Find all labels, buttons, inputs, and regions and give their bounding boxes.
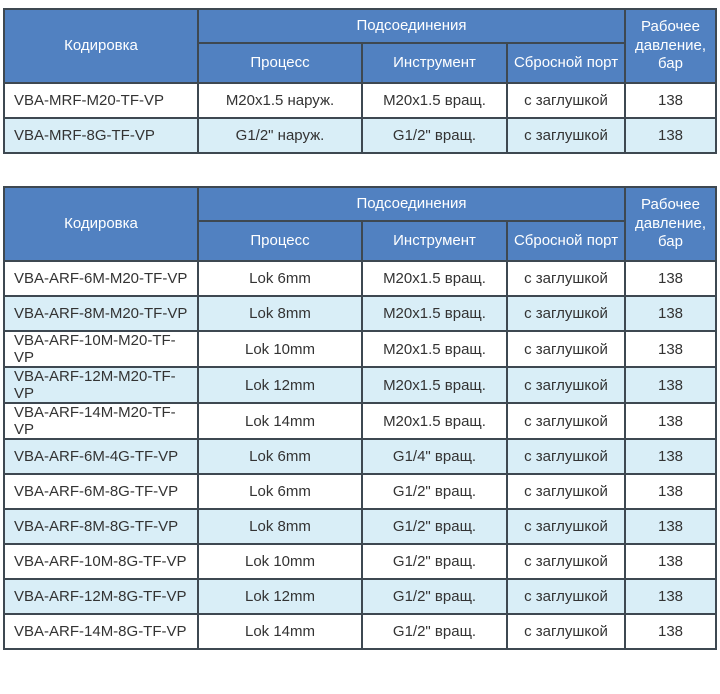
code-cell: VBA-ARF-14M-M20-TF-VP <box>4 403 198 439</box>
code-cell: VBA-ARF-8M-8G-TF-VP <box>4 509 198 544</box>
instrument-cell: G1/2" вращ. <box>362 579 507 614</box>
column-header-working-pressure: Рабочее давление, бар <box>625 9 716 83</box>
process-cell: G1/2" наруж. <box>198 118 362 153</box>
pressure-cell: 138 <box>625 331 716 367</box>
instrument-cell: G1/2" вращ. <box>362 118 507 153</box>
table-row <box>4 367 716 403</box>
relief-port-cell: с заглушкой <box>507 439 625 474</box>
column-header-process: Процесс <box>198 221 362 261</box>
column-header-instrument: Инструмент <box>362 43 507 83</box>
mrf-spec-table <box>3 8 717 154</box>
process-cell: Lok 8mm <box>198 296 362 331</box>
table-row <box>4 579 716 614</box>
relief-port-cell: с заглушкой <box>507 367 625 403</box>
instrument-cell: M20x1.5 вращ. <box>362 367 507 403</box>
relief-port-cell: с заглушкой <box>507 261 625 296</box>
pressure-cell: 138 <box>625 261 716 296</box>
instrument-cell: M20x1.5 вращ. <box>362 83 507 118</box>
instrument-cell: M20x1.5 вращ. <box>362 261 507 296</box>
pressure-cell: 138 <box>625 614 716 649</box>
pressure-cell: 138 <box>625 544 716 579</box>
code-cell: VBA-ARF-12M-M20-TF-VP <box>4 367 198 403</box>
process-cell: Lok 10mm <box>198 544 362 579</box>
code-cell: VBA-ARF-6M-4G-TF-VP <box>4 439 198 474</box>
relief-port-cell: с заглушкой <box>507 544 625 579</box>
pressure-cell: 138 <box>625 579 716 614</box>
relief-port-cell: с заглушкой <box>507 118 625 153</box>
relief-port-cell: с заглушкой <box>507 614 625 649</box>
code-cell: VBA-MRF-8G-TF-VP <box>4 118 198 153</box>
table-row <box>4 439 716 474</box>
code-cell: VBA-ARF-12M-8G-TF-VP <box>4 579 198 614</box>
column-header-relief-port: Сбросной порт <box>507 43 625 83</box>
relief-port-cell: с заглушкой <box>507 509 625 544</box>
column-header-instrument: Инструмент <box>362 221 507 261</box>
relief-port-cell: с заглушкой <box>507 474 625 509</box>
relief-port-cell: с заглушкой <box>507 296 625 331</box>
table-row <box>4 331 716 367</box>
process-cell: Lok 12mm <box>198 579 362 614</box>
pressure-cell: 138 <box>625 474 716 509</box>
instrument-cell: M20x1.5 вращ. <box>362 296 507 331</box>
instrument-cell: G1/2" вращ. <box>362 474 507 509</box>
table-row <box>4 118 716 153</box>
code-cell: VBA-ARF-8M-M20-TF-VP <box>4 296 198 331</box>
column-header-working-pressure: Рабочее давление, бар <box>625 187 716 261</box>
table-row <box>4 83 716 118</box>
relief-port-cell: с заглушкой <box>507 403 625 439</box>
relief-port-cell: с заглушкой <box>507 83 625 118</box>
pressure-cell: 138 <box>625 367 716 403</box>
pressure-cell: 138 <box>625 118 716 153</box>
table-row <box>4 544 716 579</box>
relief-port-cell: с заглушкой <box>507 331 625 367</box>
code-cell: VBA-ARF-10M-M20-TF-VP <box>4 331 198 367</box>
code-cell: VBA-ARF-14M-8G-TF-VP <box>4 614 198 649</box>
table-row <box>4 296 716 331</box>
pressure-cell: 138 <box>625 439 716 474</box>
instrument-cell: M20x1.5 вращ. <box>362 331 507 367</box>
process-cell: M20x1.5 наруж. <box>198 83 362 118</box>
relief-port-cell: с заглушкой <box>507 579 625 614</box>
column-header-coding: Кодировка <box>4 187 198 261</box>
pressure-cell: 138 <box>625 83 716 118</box>
instrument-cell: G1/2" вращ. <box>362 544 507 579</box>
instrument-cell: M20x1.5 вращ. <box>362 403 507 439</box>
table-row <box>4 403 716 439</box>
column-header-coding: Кодировка <box>4 9 198 83</box>
code-cell: VBA-MRF-M20-TF-VP <box>4 83 198 118</box>
column-header-relief-port: Сбросной порт <box>507 221 625 261</box>
instrument-cell: G1/2" вращ. <box>362 509 507 544</box>
code-cell: VBA-ARF-6M-8G-TF-VP <box>4 474 198 509</box>
code-cell: VBA-ARF-10M-8G-TF-VP <box>4 544 198 579</box>
table-row <box>4 261 716 296</box>
process-cell: Lok 6mm <box>198 474 362 509</box>
process-cell: Lok 6mm <box>198 439 362 474</box>
header-group-row <box>4 9 716 43</box>
pressure-cell: 138 <box>625 509 716 544</box>
process-cell: Lok 8mm <box>198 509 362 544</box>
arf-spec-table <box>3 186 717 650</box>
column-group-connections: Подсоединения <box>198 9 625 43</box>
header-group-row <box>4 187 716 221</box>
instrument-cell: G1/4" вращ. <box>362 439 507 474</box>
column-group-connections: Подсоединения <box>198 187 625 221</box>
code-cell: VBA-ARF-6M-M20-TF-VP <box>4 261 198 296</box>
process-cell: Lok 14mm <box>198 403 362 439</box>
process-cell: Lok 10mm <box>198 331 362 367</box>
column-header-process: Процесс <box>198 43 362 83</box>
pressure-cell: 138 <box>625 403 716 439</box>
table-row <box>4 474 716 509</box>
process-cell: Lok 12mm <box>198 367 362 403</box>
instrument-cell: G1/2" вращ. <box>362 614 507 649</box>
pressure-cell: 138 <box>625 296 716 331</box>
process-cell: Lok 14mm <box>198 614 362 649</box>
process-cell: Lok 6mm <box>198 261 362 296</box>
table-row <box>4 614 716 649</box>
table-row <box>4 509 716 544</box>
